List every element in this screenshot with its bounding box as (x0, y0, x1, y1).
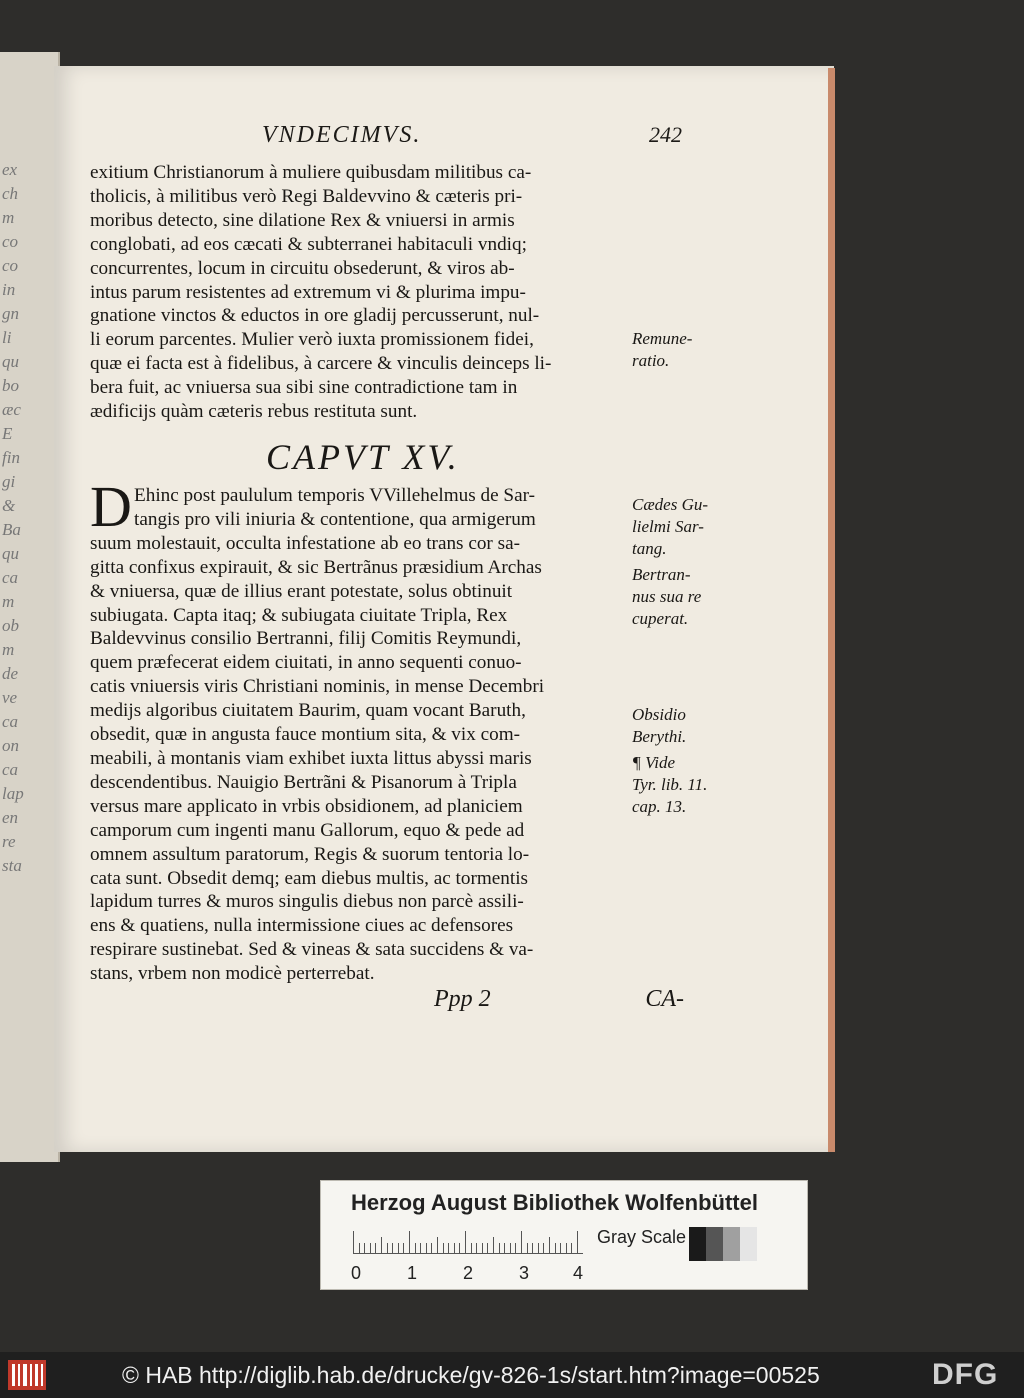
text-line: conglobati, ad eos cæcati & subterranei habitaculi vndiq; (90, 233, 527, 255)
facing-page-fragment: m (2, 208, 15, 227)
ruler-number: 2 (463, 1263, 474, 1283)
ruler-number: 1 (407, 1263, 418, 1283)
facing-page-fragment: on (2, 736, 19, 755)
color-calibration-bar (320, 1180, 808, 1290)
facing-page-fragment: lap (2, 784, 24, 803)
margin-note-line: Berythi. (632, 727, 687, 746)
facing-page-fragment: ob (2, 616, 19, 635)
library-name: Herzog August Bibliothek Wolfenbüttel (351, 1190, 758, 1215)
gray-swatch (723, 1227, 740, 1261)
ruler-number: 3 (519, 1263, 530, 1283)
text-line: li eorum parcentes. Mulier verò iuxta promissionem fidei, (90, 329, 534, 351)
gray-swatch (706, 1227, 723, 1261)
ruler-tick (364, 1243, 365, 1253)
text-block-before (90, 161, 670, 424)
text-line: gnatione vinctos & eductos in ore gladij percusserunt, nul- (90, 305, 540, 327)
text-line: Baldevvinus consilio Bertranni, filij Comitis Reymundi, (90, 628, 522, 650)
margin-note-line: Tyr. lib. 11. (632, 775, 708, 794)
text-line: descendentibus. Nauigio Bertrãni & Pisanorum à Tripla (90, 771, 517, 793)
facing-page-edge (0, 52, 60, 1162)
facing-page-fragment: ch (2, 184, 19, 203)
facing-page-fragment: bo (2, 376, 19, 395)
facing-page-fragment: fin (2, 448, 20, 467)
facing-page-fragment: gn (2, 304, 19, 323)
facing-page-fragment: ca (2, 568, 19, 587)
margin-note-bertrannus (632, 564, 742, 630)
margin-note-line: ¶ Vide (632, 753, 676, 772)
ruler-tick (443, 1243, 444, 1253)
text-line: exitium Christianorum à muliere quibusdam militibus ca- (90, 162, 532, 183)
facing-page-fragment: ca (2, 712, 19, 731)
chapter-title: CAPVT XV. (266, 437, 460, 477)
text-line: lapidum turres & muros singulis diebus non parcè assili- (90, 891, 524, 913)
text-line: tholicis, à militibus verò Regi Baldevvino & cæteris pri- (90, 185, 523, 207)
text-block-after (90, 484, 670, 986)
text-line: tangis pro vili iniuria & contentione, qua armigerum (134, 508, 536, 530)
facing-page-fragment: co (2, 232, 19, 251)
text-line: quæ ei facta est à fidelibus, à carcere & vinculis deinceps li- (90, 353, 552, 375)
facing-page-fragment: ve (2, 688, 18, 707)
ruler-tick (482, 1243, 483, 1253)
margin-note-caedes (632, 494, 742, 560)
page-footer (434, 986, 684, 1020)
ruler-tick (538, 1243, 539, 1253)
margin-note-line: nus sua re (632, 587, 702, 606)
margin-note-line: Cædes Gu- (632, 495, 709, 514)
ruler-tick (577, 1231, 578, 1253)
ruler-tick (504, 1243, 505, 1253)
facing-page-fragment: gi (2, 472, 16, 491)
margin-note-obsidio (632, 704, 742, 748)
margin-note-line: lielmi Sar- (632, 517, 704, 536)
ruler-tick (465, 1231, 466, 1253)
facing-page-fragment: li (2, 328, 12, 347)
footer-bar (0, 1352, 1024, 1398)
ruler-tick (381, 1237, 382, 1253)
ruler-tick (403, 1243, 404, 1253)
ruler-tick (437, 1237, 438, 1253)
ruler-tick (566, 1243, 567, 1253)
facing-page-fragment: re (2, 832, 16, 851)
ruler-tick (370, 1243, 371, 1253)
text-line: camporum cum ingenti manu Gallorum, equo & pede ad (90, 819, 525, 841)
text-line: obsedit, quæ in angusta fauce montium sita, & vix com- (90, 724, 521, 746)
margin-note-line: Remune- (632, 329, 693, 348)
facing-page-fragment: E (2, 424, 13, 443)
text-line: versus mare applicato in vrbis obsidionem, ad planiciem (90, 795, 523, 817)
text-line: ens & quatiens, nulla intermissione ciues ac defensores (90, 915, 514, 937)
text-line: moribus detecto, sine dilatione Rex & vniuersi in armis (90, 209, 515, 231)
book-page (54, 66, 834, 1152)
ruler-tick (459, 1243, 460, 1253)
text-line: concurrentes, locum in circuitu obsederunt, & viros ab- (90, 257, 515, 279)
ruler-tick (487, 1243, 488, 1253)
margin-note-line: cap. 13. (632, 797, 687, 816)
ruler-tick (549, 1237, 550, 1253)
text-line: ædificijs quàm cæteris rebus restituta sunt. (90, 401, 418, 423)
ruler-tick (398, 1243, 399, 1253)
ruler-tick (532, 1243, 533, 1253)
text-line: medijs algoribus ciuitatem Baurim, quam vocant Baruth, (90, 700, 526, 722)
ruler-tick (499, 1243, 500, 1253)
text-line: cata sunt. Obsedit demq; eam diebus multis, ac tormentis (90, 867, 529, 889)
ruler-tick (571, 1243, 572, 1253)
margin-note-line: Obsidio (632, 705, 686, 724)
text-line: meabili, à montanis viam exhibet iuxta littus abyssi maris (90, 747, 532, 769)
margin-note-remuneratio (632, 328, 742, 372)
facing-page-fragment: qu (2, 544, 19, 563)
ruler-number: 4 (573, 1263, 584, 1283)
running-head: VNDECIMVS. (262, 122, 422, 148)
ruler-tick (353, 1231, 354, 1253)
ruler-tick (448, 1243, 449, 1253)
ruler (353, 1231, 583, 1254)
ruler-tick (560, 1243, 561, 1253)
ruler-tick (392, 1243, 393, 1253)
text-line: catis vniuersis viris Christiani nominis, in mense Decembri (90, 676, 545, 698)
ruler-tick (409, 1231, 410, 1253)
ruler-tick (510, 1243, 511, 1253)
ruler-tick (471, 1243, 472, 1253)
ruler-tick (476, 1243, 477, 1253)
barcode-icon (8, 1360, 46, 1390)
margin-note-vide (632, 752, 742, 818)
margin-note-line: Bertran- (632, 565, 691, 584)
text-line: subiugata. Capta itaq; & subiugata ciuitate Tripla, Rex (90, 604, 508, 626)
facing-page-fragment: ca (2, 760, 19, 779)
text-line: bera fuit, ac vniuersa sua sibi sine contradictione tam in (90, 377, 518, 399)
ruler-tick (527, 1243, 528, 1253)
margin-note-line: ratio. (632, 351, 670, 370)
ruler-tick (375, 1243, 376, 1253)
gray-swatch (689, 1227, 706, 1261)
text-line: gitta confixus expirauit, & sic Bertrãnus præsidium Archas (90, 556, 542, 578)
text-line: suum molestauit, occulta infestatione ab eo trans cor sa- (90, 532, 520, 554)
text-line: intus parum resistentes ad extremum vi & plurima impu- (90, 281, 526, 303)
page-number: 242 (649, 122, 682, 147)
facing-page-fragment: in (2, 280, 16, 299)
text-line: respirare sustinebat. Sed & vineas & sata succidens & va- (90, 939, 534, 961)
page-header (262, 122, 682, 152)
text-line: Ehinc post paululum temporis VVillehelmus de Sar- (134, 485, 535, 506)
ruler-number: 0 (351, 1263, 362, 1283)
page-edge (828, 68, 835, 1152)
facing-page-fragment: co (2, 256, 19, 275)
facing-page-fragment: & (2, 496, 16, 515)
text-line: omnem assultum paratorum, Regis & suorum tentoria lo- (90, 843, 530, 865)
facing-page-fragment: qu (2, 352, 19, 371)
ruler-tick (493, 1237, 494, 1253)
ruler-tick (521, 1231, 522, 1253)
text-line: stans, vrbem non modicè perterrebat. (90, 963, 375, 985)
text-line: & vniuersa, quæ de illius erant potestate, solus obtinuit (90, 580, 513, 602)
facing-page-fragment: æc (2, 400, 21, 419)
facing-page-fragment: sta (2, 856, 22, 875)
ruler-tick (426, 1243, 427, 1253)
margin-note-line: cuperat. (632, 609, 689, 628)
facing-page-fragment: m (2, 640, 15, 659)
ruler-tick (454, 1243, 455, 1253)
drop-cap: D (90, 474, 132, 539)
dfg-logo: DFG (932, 1358, 999, 1391)
ruler-tick (359, 1243, 360, 1253)
gray-scale-label: Gray Scale (597, 1227, 687, 1247)
margin-note-line: tang. (632, 539, 667, 558)
ruler-tick (515, 1243, 516, 1253)
signature-mark: Ppp 2 (434, 986, 491, 1012)
facing-page-fragment: ex (2, 160, 18, 179)
facing-page-fragment: Ba (2, 520, 21, 539)
text-line: quem præfecerat eidem ciuitati, in anno sequenti conuo- (90, 652, 522, 674)
catchword: CA- (645, 986, 684, 1012)
copyright-link[interactable]: © HAB http://diglib.hab.de/drucke/gv-826-1s/start.htm?image=00525 (122, 1362, 820, 1388)
ruler-tick (420, 1243, 421, 1253)
facing-page-fragment: en (2, 808, 19, 827)
ruler-tick (543, 1243, 544, 1253)
ruler-tick (387, 1243, 388, 1253)
ruler-tick (431, 1243, 432, 1253)
ruler-tick (555, 1243, 556, 1253)
ruler-tick (415, 1243, 416, 1253)
facing-page-fragment: m (2, 592, 15, 611)
gray-swatch (740, 1227, 757, 1261)
facing-page-fragment: de (2, 664, 19, 683)
